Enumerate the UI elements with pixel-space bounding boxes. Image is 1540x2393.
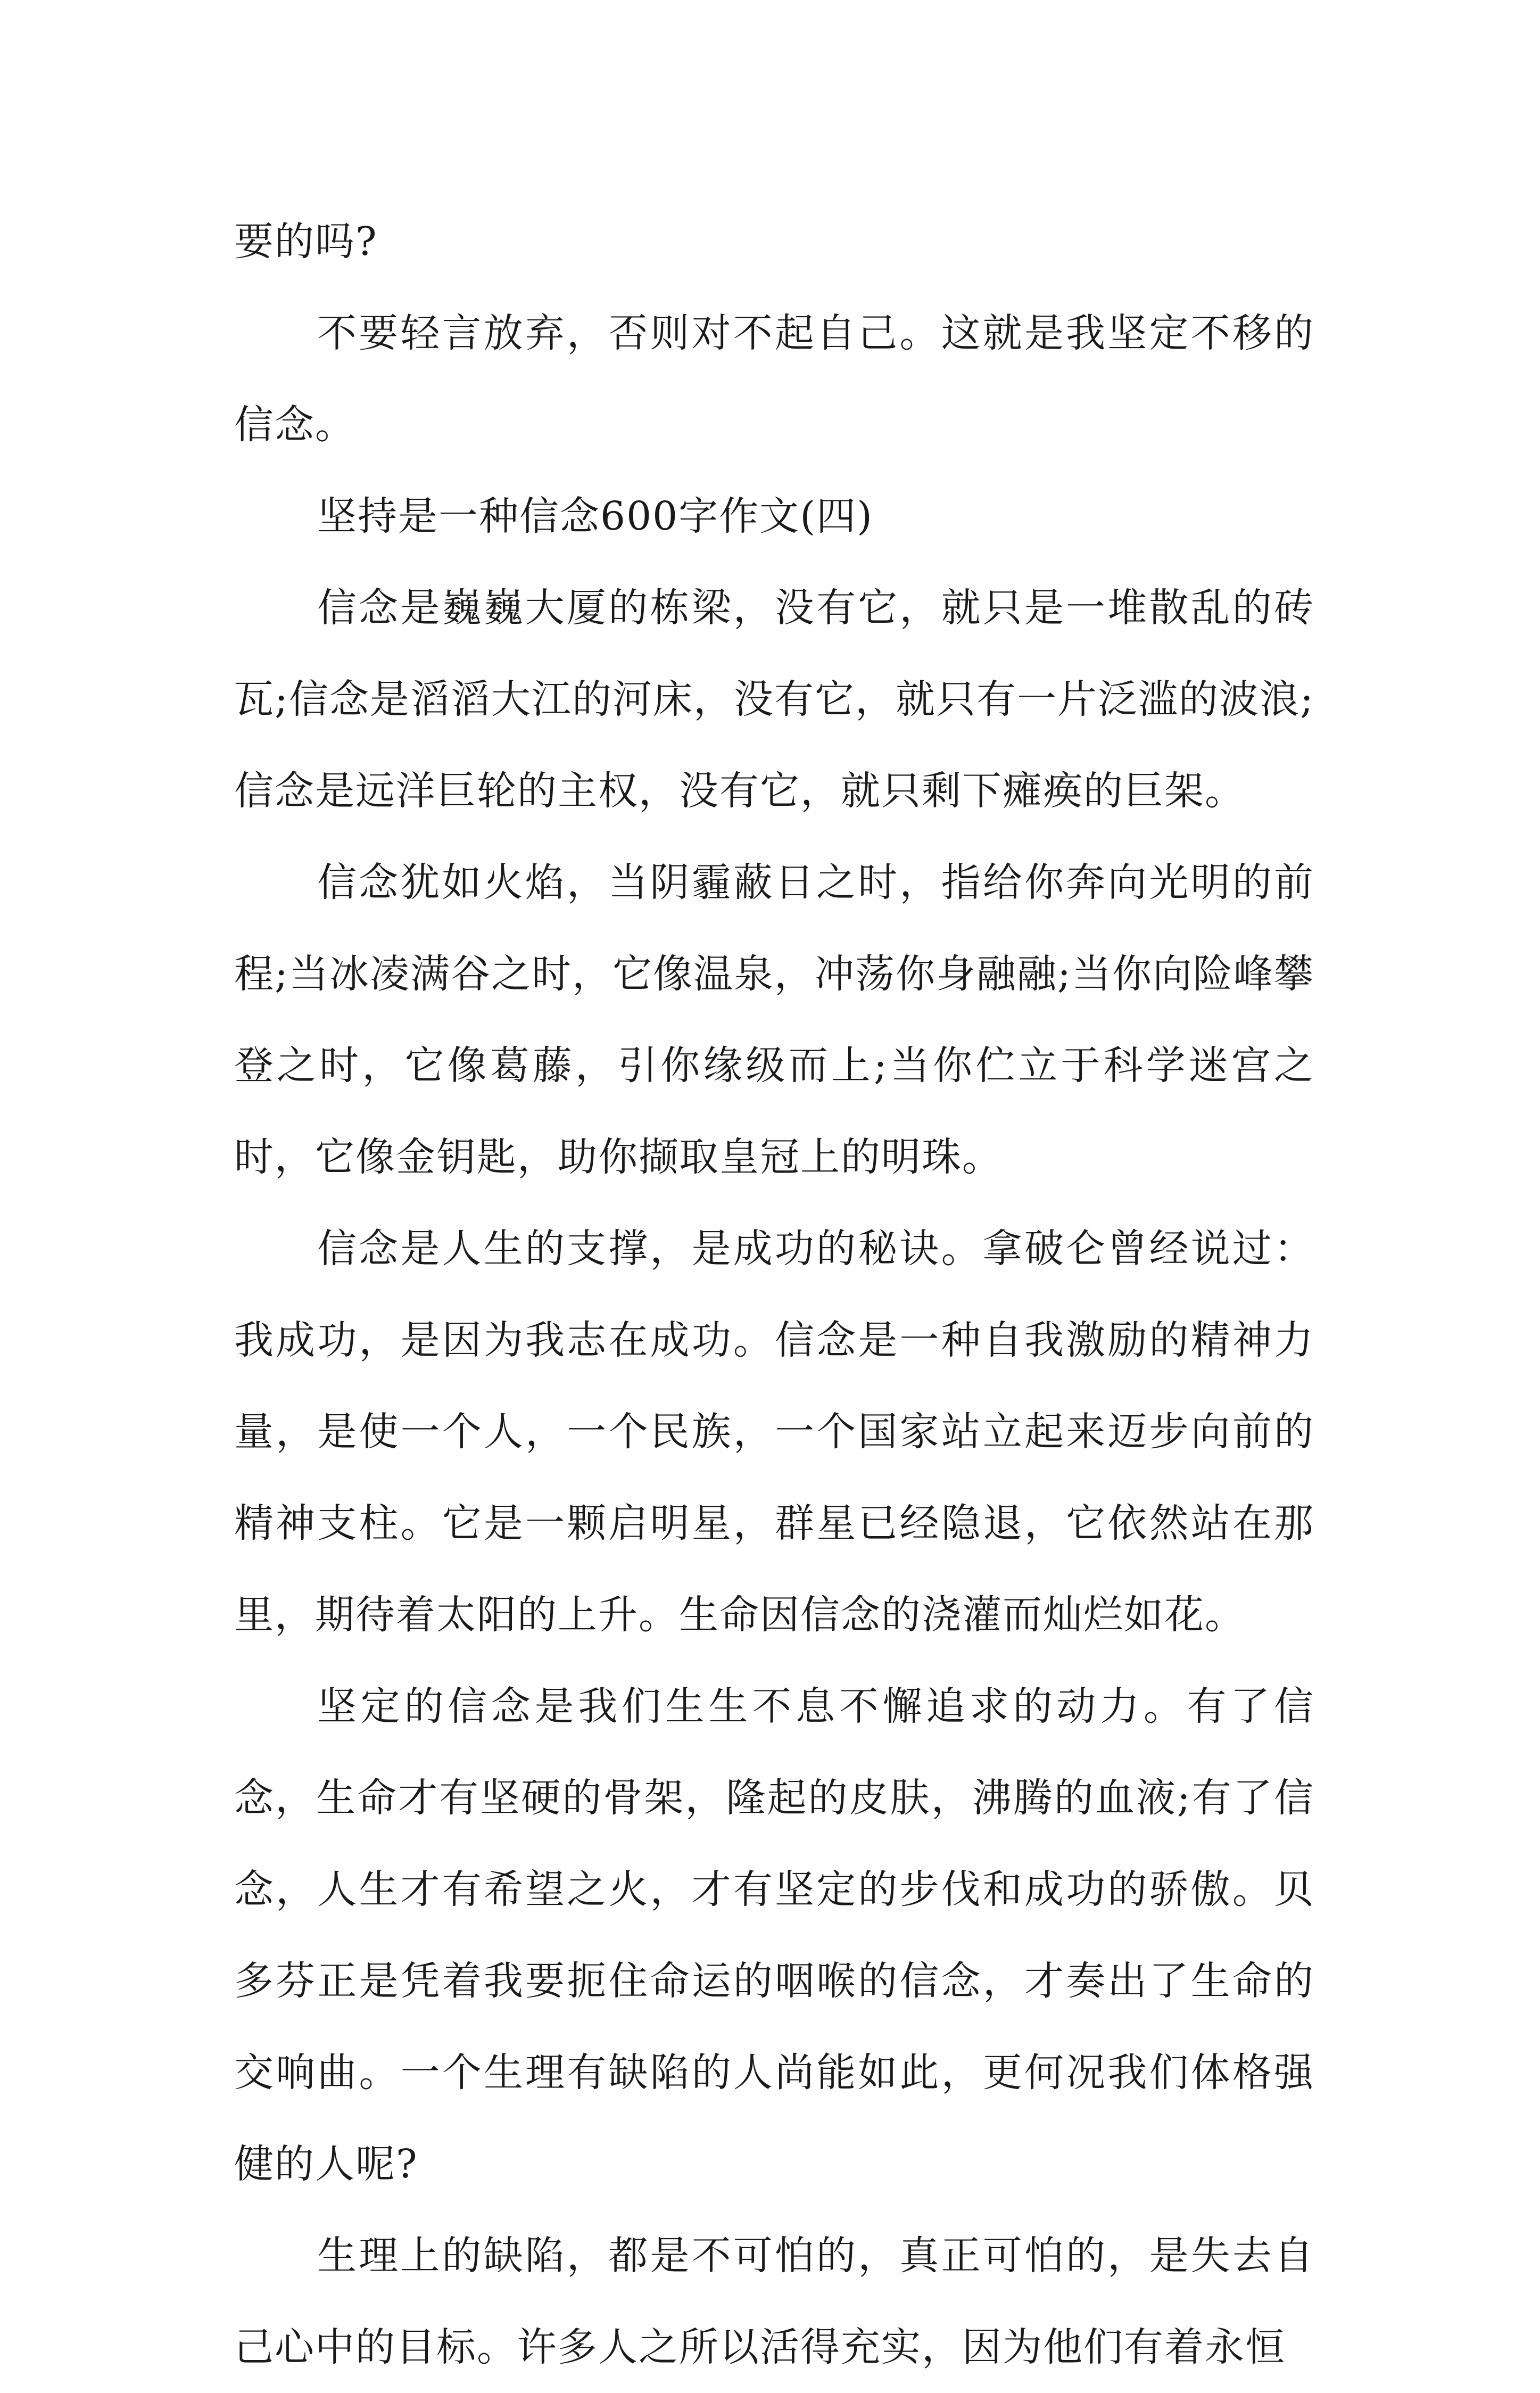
paragraph-body: 信念犹如火焰，当阴霾蔽日之时，指给你奔向光明的前程;当冰凌满谷之时，它像温泉，冲荡你身融融;当你向险峰攀登之时，它像葛藤，引你缘级而上;当你伫立于科学迷宫之时，它像金钥匙，助你撷取皇冠上的明珠。: [234, 860, 1314, 1180]
paragraph-body: 信念是巍巍大厦的栋梁，没有它，就只是一堆散乱的砖瓦;信念是滔滔大江的河床，没有它，就只有一片泛滥的波浪;信念是远洋巨轮的主权，没有它，就只剩下瘫痪的巨架。: [234, 585, 1314, 814]
paragraph-body: 信念是人生的支撑，是成功的秘诀。拿破仑曾经说过：我成功，是因为我志在成功。信念是一种自我激励的精神力量，是使一个人，一个民族，一个国家站立起来迈步向前的精神支柱。它是一颗启明星，群星已经隐退，它依然站在那里，期待着太阳的上升。生命因信念的浇灌而灿烂如花。: [234, 1226, 1314, 1638]
paragraph-body: 生理上的缺陷，都是不可怕的，真正可怕的，是失去自己心中的目标。许多人之所以活得充实，因为他们有着永恒: [234, 2233, 1314, 2370]
essay-title: 坚持是一种信念600字作文(四): [317, 493, 873, 539]
paragraph-conclusion: 不要轻言放弃，否则对不起自己。这就是我坚定不移的信念。: [234, 310, 1314, 448]
paragraph-body: 坚定的信念是我们生生不息不懈追求的动力。有了信念，生命才有坚硬的骨架，隆起的皮肤，沸腾的血液;有了信念，人生才有希望之火，才有坚定的步伐和成功的骄傲。贝多芬正是凭着我要扼住命运的咽喉的信念，才奏出了生命的交响曲。一个生理有缺陷的人尚能如此，更何况我们体格强健的人呢?: [234, 1684, 1314, 2187]
paragraph-continuation: 要的吗?: [234, 219, 378, 265]
document-body: [234, 196, 1314, 2393]
